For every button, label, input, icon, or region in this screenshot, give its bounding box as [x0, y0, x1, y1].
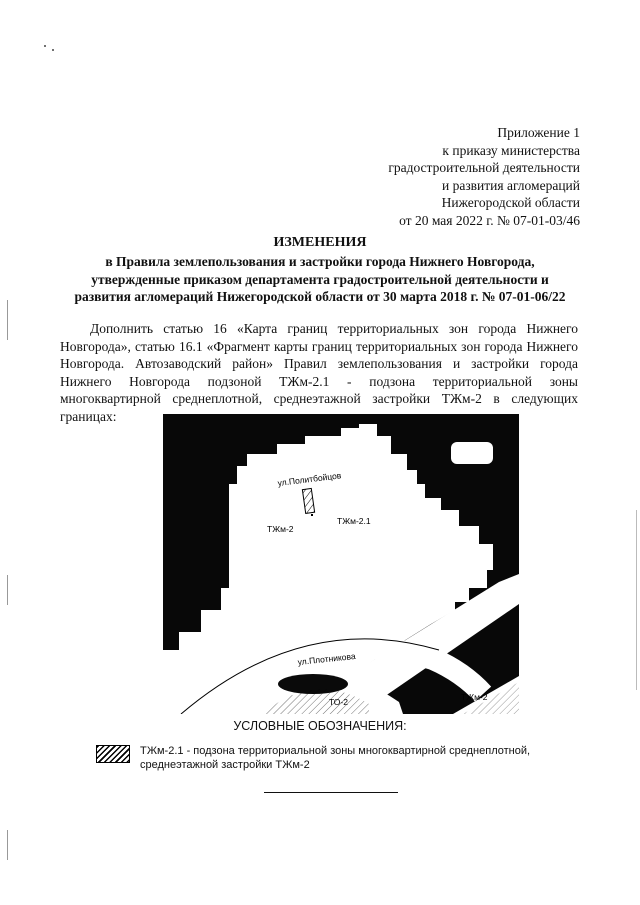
map-white-block [451, 442, 493, 464]
subtitle-line: развития агломераций Нижегородской области от 30 марта 2018 г. № 07-01-06/22 [74, 289, 566, 304]
map-label-street-top: ул.Политбойцов [277, 470, 342, 488]
legend-text: ТЖм-2.1 - подзона территориальной зоны многоквартирной среднеплотной, среднеэтажной застройки ТЖм-2 [140, 745, 531, 771]
legend-title: УСЛОВНЫЕ ОБОЗНАЧЕНИЯ: [233, 719, 407, 733]
map-label-street-bottom: ул.Плотникова [297, 650, 357, 667]
body-paragraph: Дополнить статью 16 «Карта границ территориальных зон города Нижнего Новгорода», статью 16.1 «Фрагмент карты границ территориальных зон города Нижнего Новгорода. Автозаводский район» Правил землепользования и застройки города Нижнего Новгорода подзоной ТЖм-2.1 - подзона территориальной зоны многоквартирной среднеплотной, среднеэтажной застройки ТЖм-2 в следующих границах: [60, 321, 578, 424]
scan-edge-line [7, 300, 8, 340]
scan-speck [44, 45, 46, 47]
annex-line: к приказу министерства [442, 142, 580, 158]
annex-line: и развития агломераций [441, 177, 580, 193]
scan-speck [52, 49, 54, 51]
map-parcel-tick [311, 514, 313, 516]
map-label-zone-left: ТЖм-2 [267, 524, 294, 534]
map-label-zone-sub: ТЖм-2.1 [337, 516, 371, 526]
annex-block [300, 124, 580, 229]
annex-line: Нижегородской области [441, 195, 580, 210]
subtitle-line: в Правила землепользования и застройки города Нижнего Новгорода, [105, 254, 535, 269]
zone-map [163, 414, 519, 714]
document-subtitle [40, 253, 600, 306]
end-divider [264, 792, 398, 793]
scan-edge-line [636, 510, 637, 690]
annex-line: Приложение 1 [497, 125, 580, 140]
document-title: ИЗМЕНЕНИЯ [273, 235, 367, 250]
scan-edge-line [7, 575, 8, 605]
annex-line: от 20 мая 2022 г. № 07-01-03/46 [399, 212, 580, 228]
map-label-zone-corner: ТЖм-2 [461, 692, 488, 702]
scan-edge-line [7, 830, 8, 860]
subtitle-line: утвержденные приказом департамента градостроительной деятельности и [91, 271, 549, 287]
annex-line: градостроительной деятельности [388, 160, 580, 175]
legend-hatch-swatch [96, 745, 130, 763]
map-label-to2: ТО-2 [329, 697, 348, 707]
